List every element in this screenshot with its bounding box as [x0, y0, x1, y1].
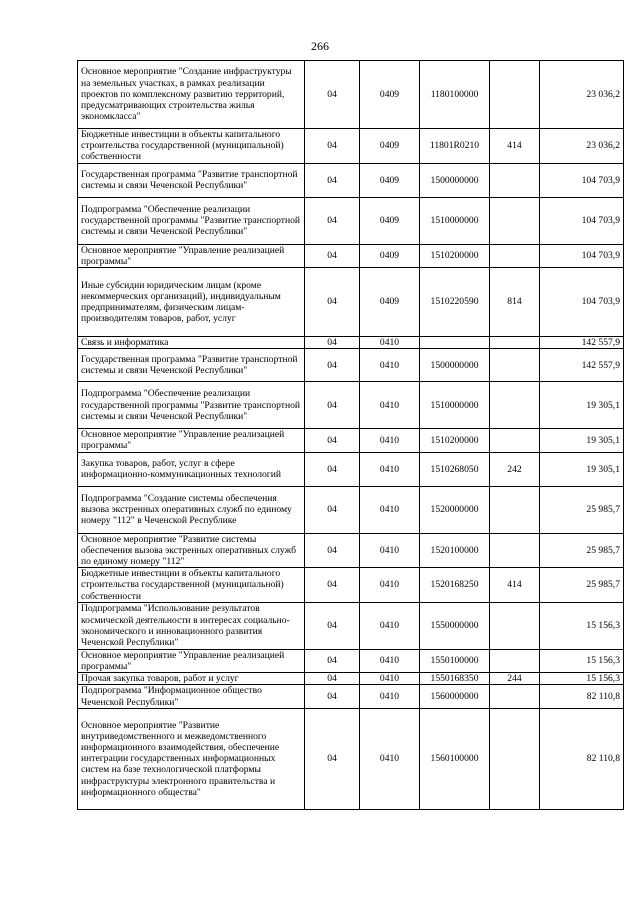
cell-sum: 82 110,8: [540, 685, 624, 708]
cell-target: 1560000000: [420, 685, 490, 708]
cell-subsection: 0410: [360, 685, 420, 708]
cell-name: Основное мероприятие "Развитие внутриведомственного и межведомственного информационного взаимодействия, обеспечение интеграции государственных информационных систем на базе технологической платформы инфраструктуры электронного правительства и информационного общества": [78, 708, 305, 809]
cell-subsection: 0410: [360, 349, 420, 382]
cell-target: 1520000000: [420, 486, 490, 533]
cell-subsection: 0410: [360, 382, 420, 429]
cell-name: Закупка товаров, работ, услуг в сфере информационно-коммуникационных технологий: [78, 452, 305, 486]
cell-subsection: 0410: [360, 568, 420, 603]
cell-type: [490, 685, 540, 708]
cell-section: 04: [305, 337, 360, 349]
cell-subsection: 0409: [360, 61, 420, 129]
cell-subsection: 0410: [360, 673, 420, 685]
cell-sum: 25 985,7: [540, 533, 624, 568]
cell-subsection: 0409: [360, 129, 420, 164]
cell-target: 1510200000: [420, 429, 490, 452]
cell-type: [490, 337, 540, 349]
cell-subsection: 0410: [360, 649, 420, 672]
cell-target: 1510220590: [420, 268, 490, 337]
cell-target: 1550000000: [420, 602, 490, 649]
cell-type: 414: [490, 129, 540, 164]
cell-sum: 19 305,1: [540, 429, 624, 452]
cell-subsection: 0409: [360, 268, 420, 337]
cell-type: [490, 61, 540, 129]
budget-table-body: [78, 61, 624, 810]
cell-section: 04: [305, 61, 360, 129]
table-row: [78, 337, 624, 349]
table-row: [78, 649, 624, 672]
cell-section: 04: [305, 649, 360, 672]
table-row: [78, 429, 624, 452]
cell-target: 11801R0210: [420, 129, 490, 164]
cell-target: 1510000000: [420, 382, 490, 429]
cell-name: Бюджетные инвестиции в объекты капитального строительства государственной (муниципальной) собственности: [78, 129, 305, 164]
cell-type: 814: [490, 268, 540, 337]
cell-subsection: 0409: [360, 197, 420, 244]
cell-subsection: 0410: [360, 533, 420, 568]
cell-subsection: 0410: [360, 429, 420, 452]
cell-subsection: 0410: [360, 337, 420, 349]
cell-sum: 142 557,9: [540, 337, 624, 349]
cell-target: 1550100000: [420, 649, 490, 672]
cell-target: 1550168350: [420, 673, 490, 685]
cell-section: 04: [305, 382, 360, 429]
cell-section: 04: [305, 349, 360, 382]
cell-type: 242: [490, 452, 540, 486]
table-row: [78, 452, 624, 486]
cell-section: 04: [305, 602, 360, 649]
cell-target: 1510200000: [420, 244, 490, 267]
cell-type: [490, 708, 540, 809]
cell-target: 1510268050: [420, 452, 490, 486]
cell-sum: 104 703,9: [540, 163, 624, 197]
table-row: [78, 163, 624, 197]
cell-subsection: 0410: [360, 708, 420, 809]
table-row: [78, 197, 624, 244]
cell-name: Подпрограмма "Создание системы обеспечения вызова экстренных оперативных служб по единому номеру "112" в Чеченской Республике: [78, 486, 305, 533]
table-row: [78, 129, 624, 164]
cell-sum: 23 036,2: [540, 61, 624, 129]
cell-sum: 19 305,1: [540, 382, 624, 429]
cell-type: [490, 602, 540, 649]
cell-type: [490, 163, 540, 197]
cell-name: Бюджетные инвестиции в объекты капитального строительства государственной (муниципальной) собственности: [78, 568, 305, 603]
cell-section: 04: [305, 673, 360, 685]
table-row: [78, 533, 624, 568]
table-row: [78, 685, 624, 708]
cell-type: [490, 486, 540, 533]
cell-name: Прочая закупка товаров, работ и услуг: [78, 673, 305, 685]
cell-type: [490, 649, 540, 672]
cell-name: Государственная программа "Развитие транспортной системы и связи Чеченской Республики": [78, 349, 305, 382]
cell-type: [490, 429, 540, 452]
cell-section: 04: [305, 163, 360, 197]
cell-subsection: 0409: [360, 163, 420, 197]
cell-type: [490, 349, 540, 382]
cell-type: [490, 244, 540, 267]
cell-subsection: 0410: [360, 602, 420, 649]
cell-section: 04: [305, 685, 360, 708]
page-number: 266: [311, 39, 329, 53]
cell-subsection: 0409: [360, 244, 420, 267]
cell-sum: 19 305,1: [540, 452, 624, 486]
cell-type: 244: [490, 673, 540, 685]
cell-section: 04: [305, 244, 360, 267]
cell-target: 1500000000: [420, 163, 490, 197]
cell-name: Основное мероприятие "Управление реализацией программы": [78, 244, 305, 267]
cell-section: 04: [305, 429, 360, 452]
cell-section: 04: [305, 708, 360, 809]
cell-name: Иные субсидии юридическим лицам (кроме некоммерческих организаций), индивидуальным предпринимателям, физическим лицам-производителям товаров, работ, услуг: [78, 268, 305, 337]
cell-subsection: 0410: [360, 452, 420, 486]
cell-target: 1180100000: [420, 61, 490, 129]
cell-name: Подпрограмма "Информационное общество Чеченской Республики": [78, 685, 305, 708]
cell-name: Основное мероприятие "Управление реализацией программы": [78, 429, 305, 452]
cell-name: Подпрограмма "Обеспечение реализации государственной программы "Развитие транспортной системы и связи Чеченской Республики": [78, 197, 305, 244]
cell-section: 04: [305, 268, 360, 337]
cell-target: 1500000000: [420, 349, 490, 382]
cell-sum: 104 703,9: [540, 268, 624, 337]
cell-target: 1560100000: [420, 708, 490, 809]
cell-sum: 15 156,3: [540, 649, 624, 672]
cell-type: [490, 197, 540, 244]
cell-sum: 104 703,9: [540, 244, 624, 267]
cell-type: 414: [490, 568, 540, 603]
cell-section: 04: [305, 533, 360, 568]
cell-target: 1520100000: [420, 533, 490, 568]
table-row: [78, 486, 624, 533]
table-row: [78, 244, 624, 267]
table-row: [78, 349, 624, 382]
cell-name: Основное мероприятие "Создание инфраструктуры на земельных участках, в рамках реализации проектов по комплексному развитию территорий, предусматривающих строительства жилья экономкласса": [78, 61, 305, 129]
cell-target: 1520168250: [420, 568, 490, 603]
cell-target: 1510000000: [420, 197, 490, 244]
cell-name: Связь и информатика: [78, 337, 305, 349]
cell-sum: 23 036,2: [540, 129, 624, 164]
cell-section: 04: [305, 197, 360, 244]
table-row: [78, 602, 624, 649]
cell-name: Основное мероприятие "Управление реализацией программы": [78, 649, 305, 672]
table-row: [78, 382, 624, 429]
table-row: [78, 268, 624, 337]
cell-name: Подпрограмма "Использование результатов космической деятельности в интересах социально-экономического и инновационного развития Чеченской Республики": [78, 602, 305, 649]
cell-section: 04: [305, 568, 360, 603]
table-row: [78, 673, 624, 685]
cell-sum: 15 156,3: [540, 673, 624, 685]
cell-target: [420, 337, 490, 349]
budget-table: [77, 60, 624, 810]
cell-name: Основное мероприятие "Развитие системы обеспечения вызова экстренных оперативных служб по единому номеру "112": [78, 533, 305, 568]
cell-sum: 104 703,9: [540, 197, 624, 244]
cell-section: 04: [305, 486, 360, 533]
cell-sum: 25 985,7: [540, 568, 624, 603]
cell-sum: 82 110,8: [540, 708, 624, 809]
cell-name: Государственная программа "Развитие транспортной системы и связи Чеченской Республики": [78, 163, 305, 197]
cell-section: 04: [305, 129, 360, 164]
table-row: [78, 568, 624, 603]
table-row: [78, 708, 624, 809]
cell-section: 04: [305, 452, 360, 486]
cell-type: [490, 533, 540, 568]
table-row: [78, 61, 624, 129]
cell-sum: 142 557,9: [540, 349, 624, 382]
cell-sum: 15 156,3: [540, 602, 624, 649]
cell-type: [490, 382, 540, 429]
cell-sum: 25 985,7: [540, 486, 624, 533]
cell-subsection: 0410: [360, 486, 420, 533]
cell-name: Подпрограмма "Обеспечение реализации государственной программы "Развитие транспортной системы и связи Чеченской Республики": [78, 382, 305, 429]
